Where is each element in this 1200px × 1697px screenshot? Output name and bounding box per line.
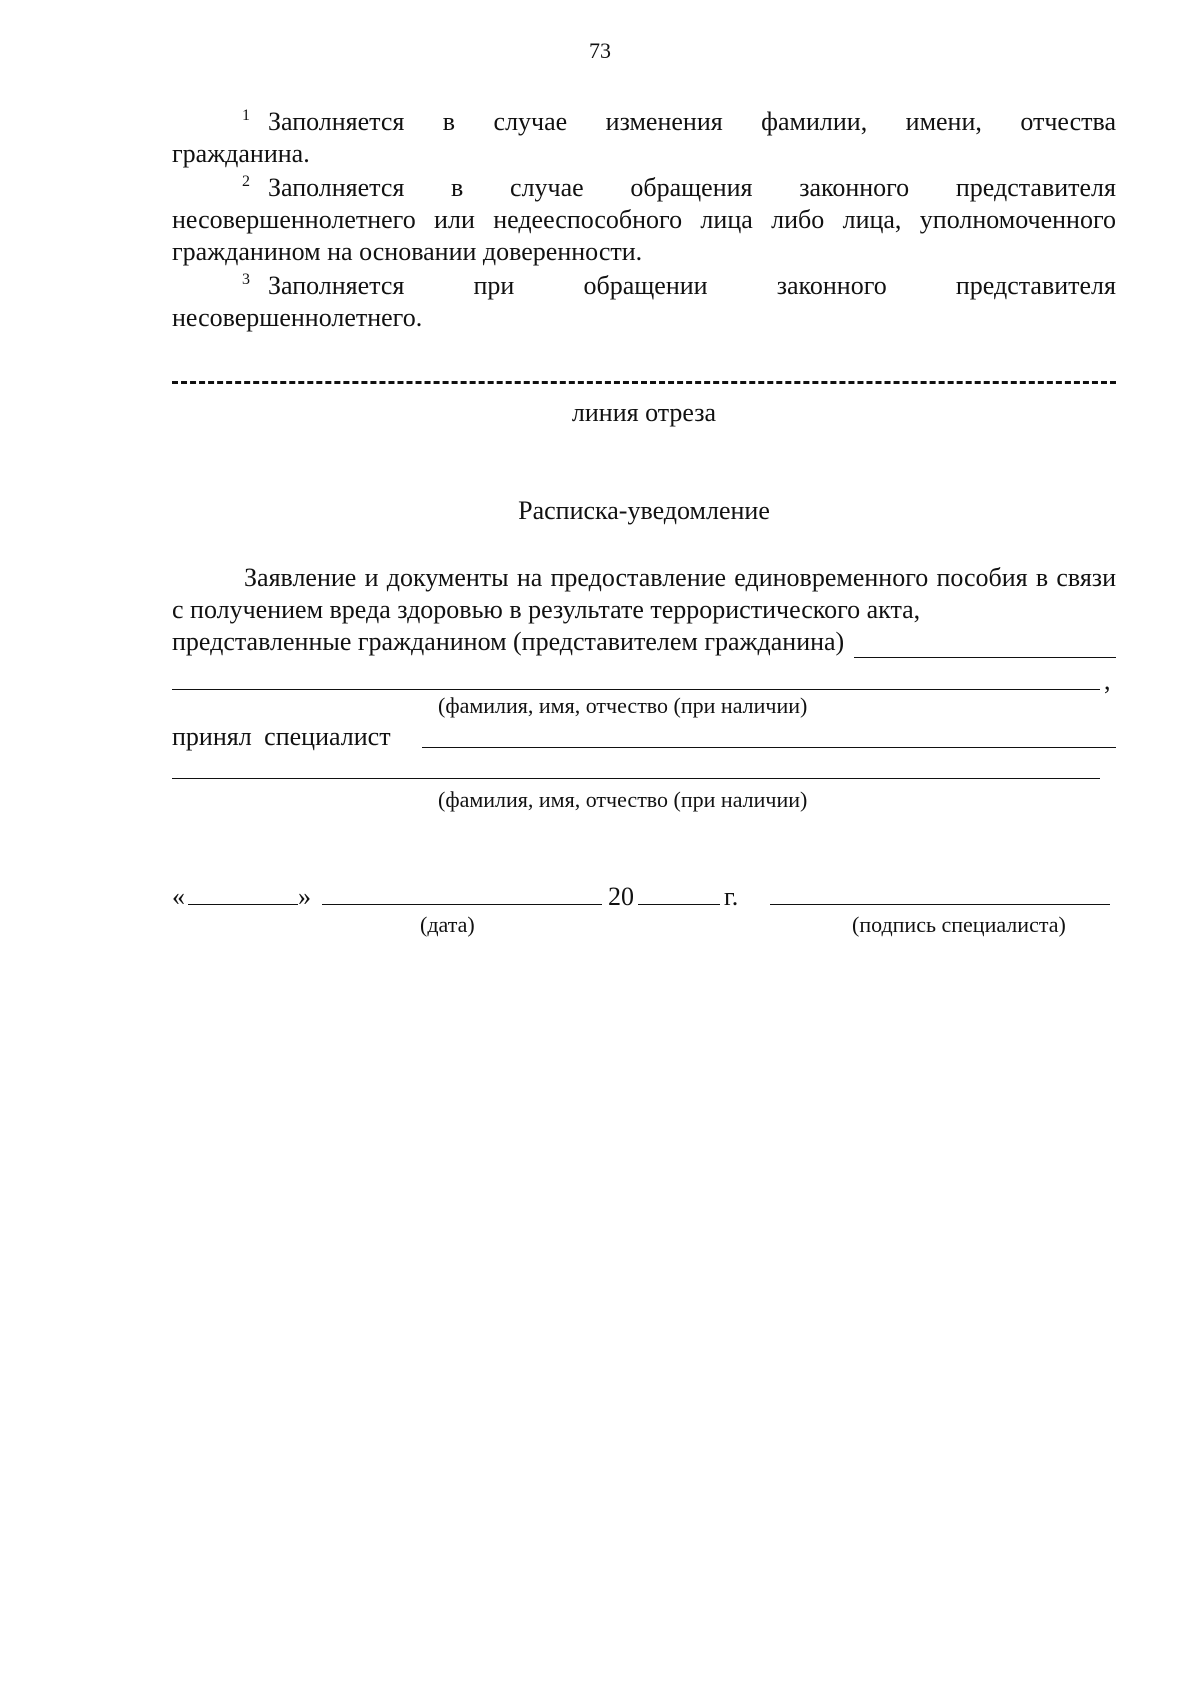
signature-caption: (подпись специалиста) bbox=[852, 912, 1066, 937]
date-caption: (дата) bbox=[420, 912, 475, 937]
citizen-name-line[interactable] bbox=[172, 689, 1100, 690]
footnote-text-line: Заполняется при обращении законного представителя bbox=[268, 271, 1116, 300]
footnote-2 bbox=[172, 172, 1116, 268]
month-field[interactable] bbox=[322, 904, 602, 905]
footnote-3 bbox=[172, 270, 1116, 334]
specialist-name-line[interactable] bbox=[172, 778, 1100, 779]
footnote-marker: 2 bbox=[242, 173, 250, 190]
footnote-text-line: Заполняется в случае обращения законного представителя bbox=[268, 173, 1116, 202]
receipt-title: Расписка-уведомление bbox=[518, 496, 770, 525]
signature-field[interactable] bbox=[770, 904, 1110, 905]
cut-line-label: линия отреза bbox=[571, 398, 717, 427]
footnote-marker: 1 bbox=[242, 107, 250, 124]
accepted-by-label: принял специалист bbox=[172, 722, 391, 751]
receipt-body bbox=[172, 562, 1116, 658]
footnote-text: несовершеннолетнего. bbox=[172, 303, 423, 332]
fio-caption: (фамилия, имя, отчество (при наличии) bbox=[438, 693, 808, 718]
cut-line bbox=[172, 381, 1116, 384]
footnote-text: несовершеннолетнего или недееспособного лица либо лица, уполномоченного гражданином на основании доверенности. bbox=[172, 205, 1116, 266]
date-close-quote: » bbox=[298, 882, 311, 911]
footnote-marker: 3 bbox=[242, 271, 250, 288]
receipt-body-text-last: представленные гражданином (представителем гражданина) bbox=[172, 627, 845, 656]
footnote-1 bbox=[172, 106, 1116, 170]
footnote-text: гражданина. bbox=[172, 139, 310, 168]
year-suffix: г. bbox=[724, 882, 739, 911]
citizen-name-field[interactable] bbox=[854, 633, 1116, 658]
receipt-body-text: Заявление и документы на предоставление единовременного пособия в связи с получением вреда здоровью в результате террористического акта, bbox=[172, 563, 1116, 624]
fio-caption: (фамилия, имя, отчество (при наличии) bbox=[438, 787, 808, 812]
year-field[interactable] bbox=[638, 904, 720, 905]
date-open-quote: « bbox=[172, 882, 185, 911]
footnote-text-line: Заполняется в случае изменения фамилии, имени, отчества bbox=[268, 107, 1116, 136]
page-number: 73 bbox=[589, 38, 611, 63]
year-prefix: 20 bbox=[608, 882, 634, 911]
comma: , bbox=[1104, 666, 1111, 695]
day-field[interactable] bbox=[188, 904, 298, 905]
specialist-name-field[interactable] bbox=[422, 747, 1116, 748]
